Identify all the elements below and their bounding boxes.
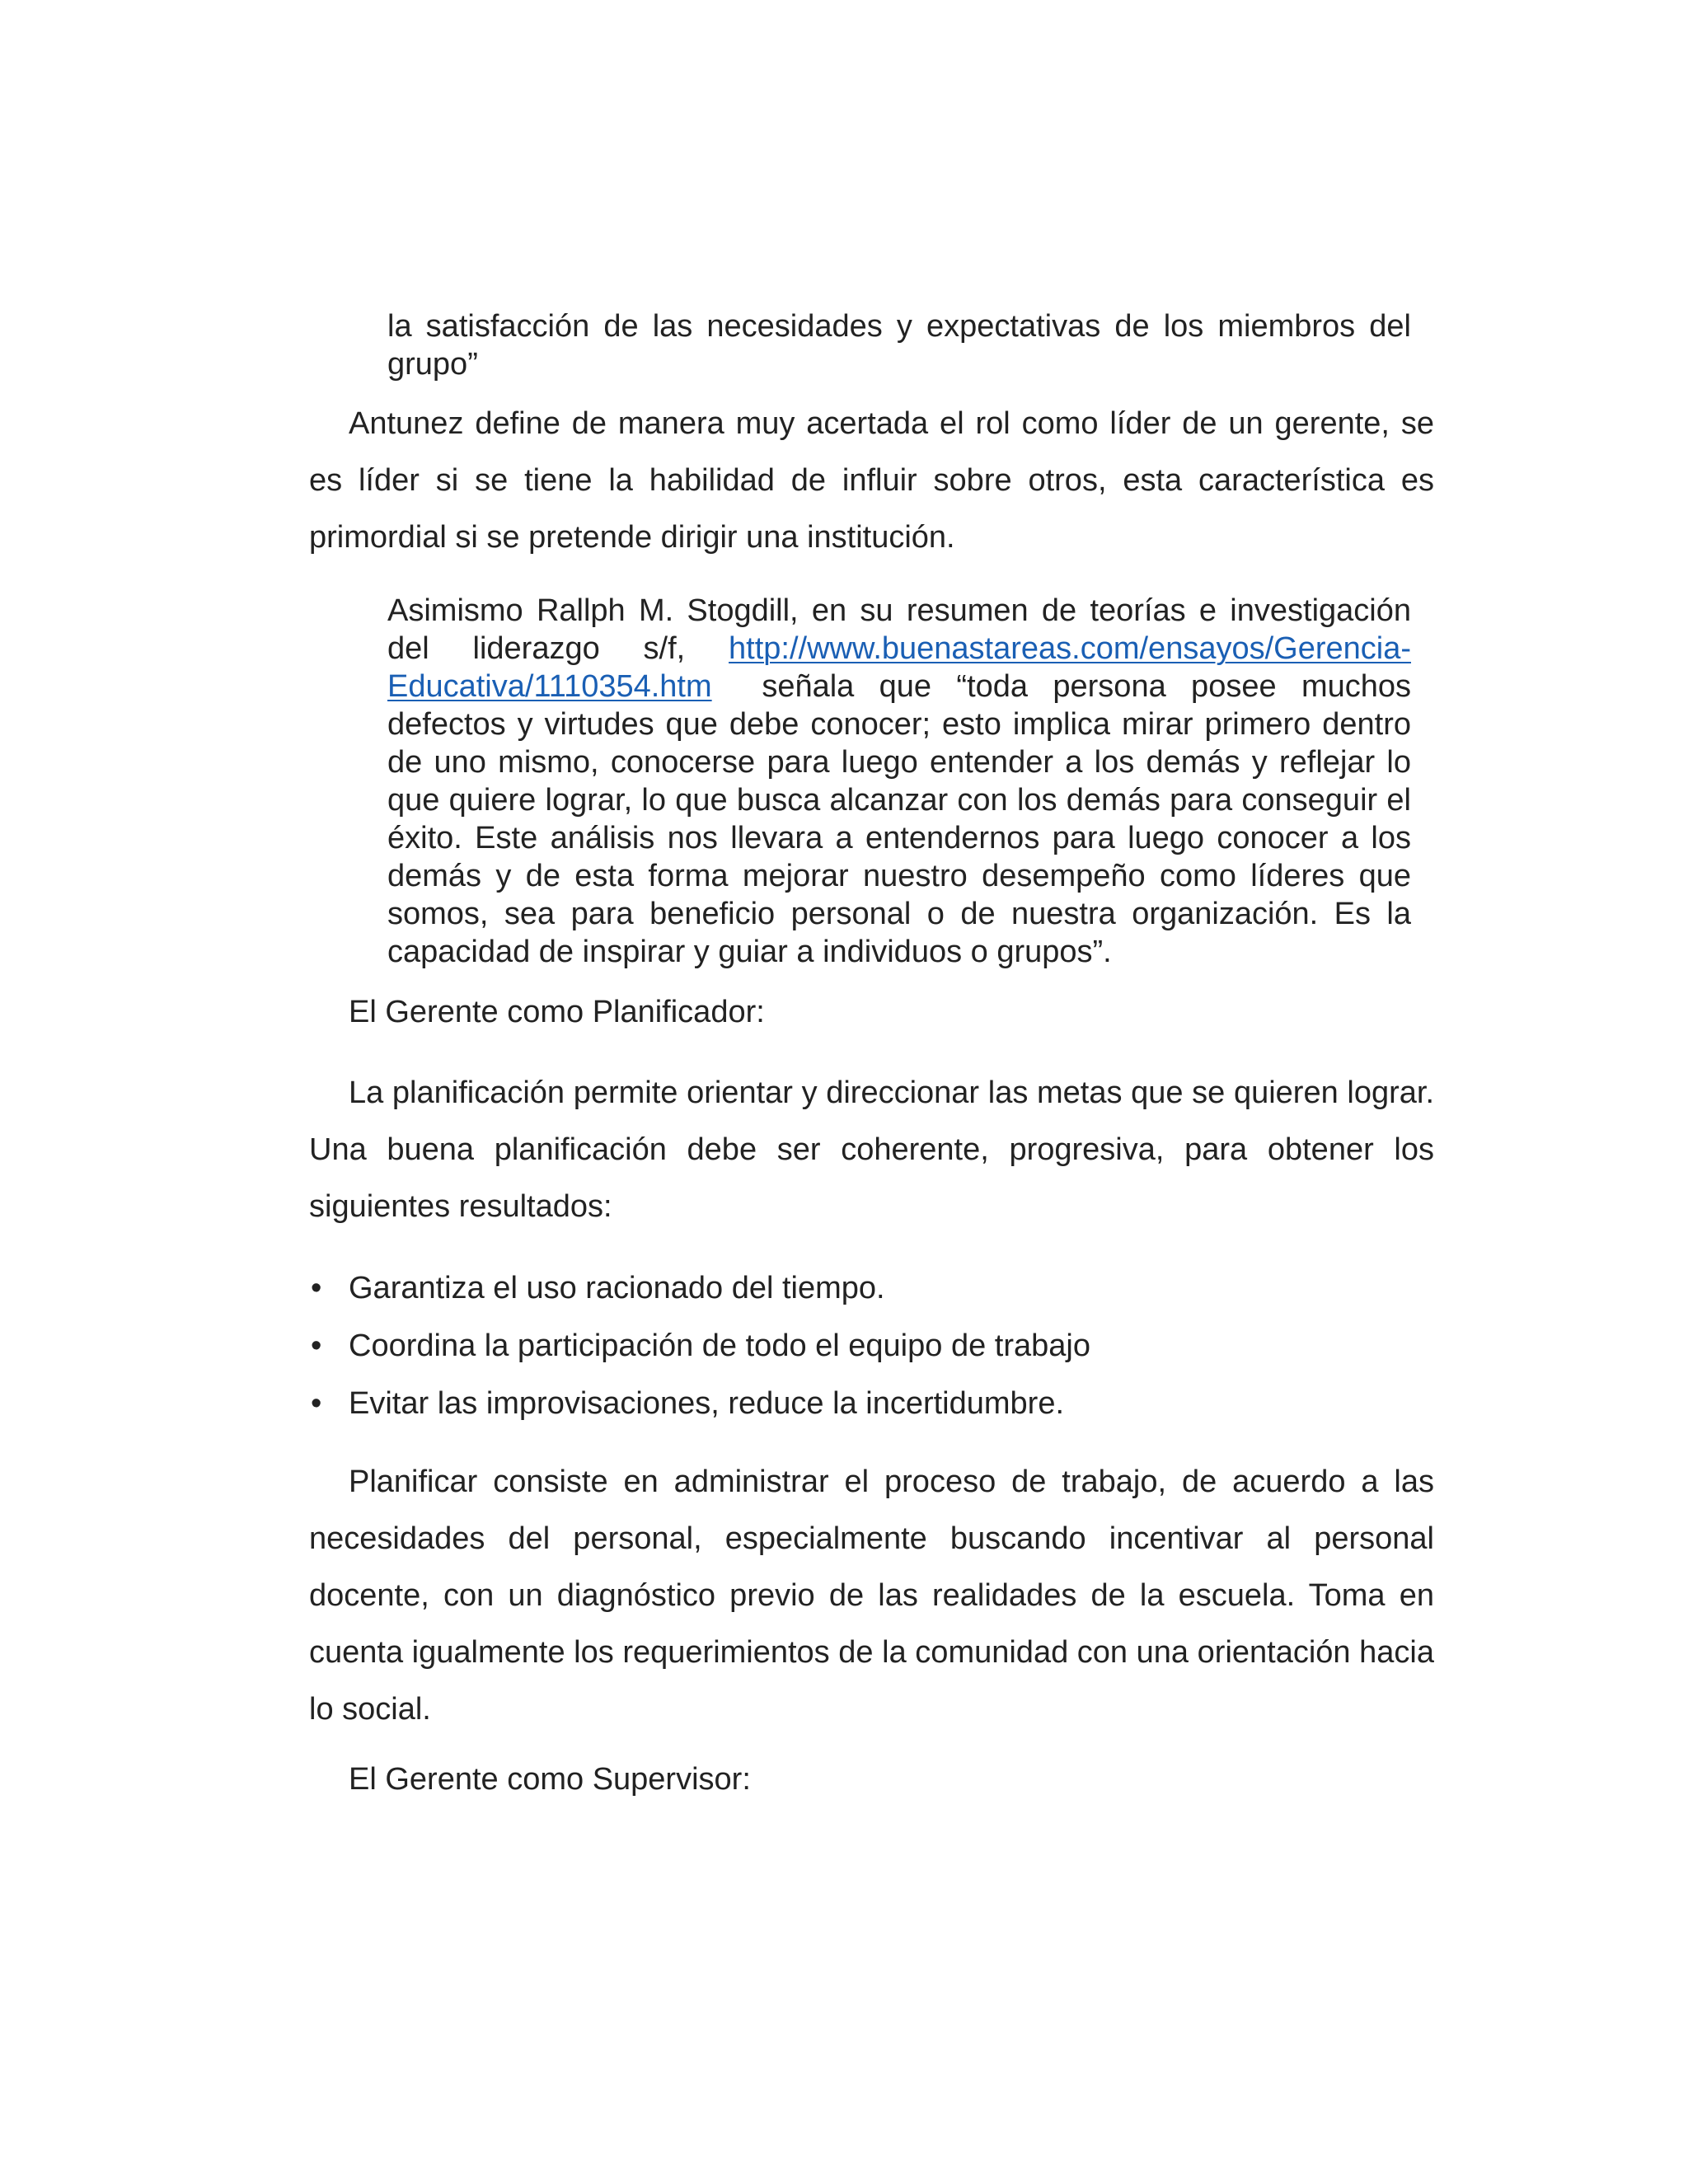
quote-stogdill-after-link: señala que “toda persona posee muchos defectos y virtudes que debe conocer; esto implica mirar primero dentro de uno mismo, conocerse para luego entender a los demás y reflejar lo que quiere lograr, lo que busca alcanzar con los demás para conseguir el éxito. Este análisis nos llevara a entendernos para luego conocer a los demás y de esta forma mejorar nuestro desempeño como líderes que somos, sea para beneficio personal o de nuestra organización. Es la capacidad de inspirar y guiar a individuos o grupos”.: [387, 669, 1420, 969]
paragraph-planificar: [309, 1454, 1434, 1738]
paragraph-planificacion: [309, 1065, 1434, 1235]
buenastareas-link[interactable]: http://www.buenastareas.com/ensayos/Gerencia-Educativa/1110354.htm: [387, 631, 1411, 704]
bullet-icon: •: [311, 1386, 322, 1421]
paragraph-antunez: [309, 396, 1434, 566]
quote-top: [387, 307, 1411, 383]
paragraph-antunez-text: Antunez define de manera muy acertada el rol como líder de un gerente, se es líder si se tiene la habilidad de influir sobre otros, esta característica es primordial si se pretende dirigir una institución.: [309, 406, 1434, 555]
bullet-icon: •: [311, 1271, 322, 1305]
list-item: [309, 1269, 1434, 1307]
list-item-text: Garantiza el uso racionado del tiempo.: [349, 1271, 885, 1305]
heading-supervisor: El Gerente como Supervisor:: [349, 1762, 751, 1797]
list-item: [309, 1327, 1434, 1365]
bullet-icon: •: [311, 1329, 322, 1363]
quote-top-text: la satisfacción de las necesidades y expectativas de los miembros del grupo”: [387, 309, 1411, 382]
list-item-text: Coordina la participación de todo el equipo de trabajo: [349, 1329, 1090, 1363]
heading-planificador: El Gerente como Planificador:: [349, 995, 765, 1029]
quote-stogdill-before-link: Asimismo Rallph M. Stogdill, en su resumen de teorías e investigación del liderazgo s/f,: [387, 593, 1411, 666]
list-item-text: Evitar las improvisaciones, reduce la incertidumbre.: [349, 1386, 1065, 1421]
paragraph-planificacion-text: La planificación permite orientar y direccionar las metas que se quieren lograr. Una buena planificación debe ser coherente, progresiva, para obtener los siguientes resultados:: [309, 1076, 1434, 1224]
results-list: [309, 1269, 1434, 1442]
quote-stogdill: [387, 592, 1420, 971]
list-item: [309, 1385, 1434, 1422]
paragraph-planificar-text: Planificar consiste en administrar el proceso de trabajo, de acuerdo a las necesidades del personal, especialmente buscando incentivar al personal docente, con un diagnóstico previo de las realidades de la escuela. Toma en cuenta igualmente los requerimientos de la comunidad con una orientación hacia lo social.: [309, 1465, 1434, 1727]
